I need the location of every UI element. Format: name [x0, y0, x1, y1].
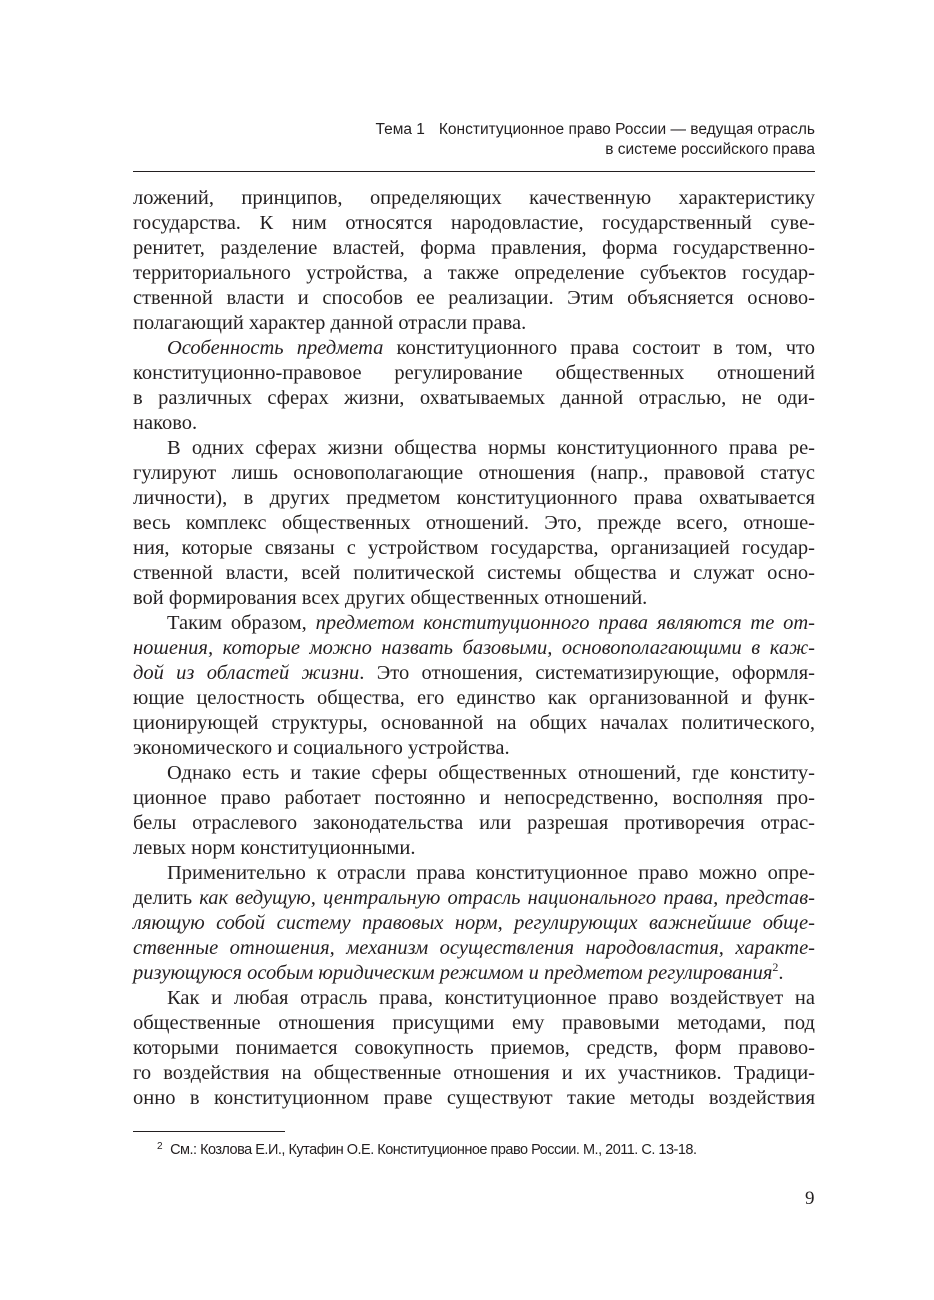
paragraph — [133, 611, 815, 761]
body-text — [133, 186, 815, 1111]
text-line — [133, 761, 815, 786]
text-segment: весь комплекс общественных отношений. Это, прежде всего, отноше- — [133, 512, 815, 534]
text-segment: полагающий характер данной отрасли права. — [133, 312, 527, 334]
text-line — [133, 536, 815, 561]
text-segment: территориального устройства, а также определение субъектов государ- — [133, 262, 815, 284]
text-line — [133, 486, 815, 511]
text-segment: Применительно к отрасли права конституционное право можно опре- — [167, 862, 815, 884]
text-segment: ложений, принципов, определяющих качественную характеристику — [133, 187, 815, 209]
text-segment: ционирующей структуры, основанной на общих началах политического, — [133, 712, 815, 734]
text-line — [133, 811, 815, 836]
header-title-line1: Конституционное право России — ведущая отрасль — [438, 121, 815, 138]
text-line — [133, 286, 815, 311]
italic-text: предметом конституционного права являются те от- — [315, 612, 815, 634]
page-number: 9 — [805, 1188, 815, 1209]
text-line — [133, 861, 815, 886]
running-header — [375, 120, 815, 160]
text-segment: личности), в других предметом конституционного права охватывается — [133, 487, 815, 509]
italic-text: Особенность предмета — [167, 337, 384, 359]
text-line — [133, 1036, 815, 1061]
paragraph — [133, 861, 815, 986]
text-line — [133, 1086, 815, 1111]
header-title-line2: в системе российского права — [605, 141, 815, 158]
text-line — [133, 211, 815, 236]
text-segment: делить — [133, 887, 200, 909]
text-segment: Таким образом, — [167, 612, 316, 634]
text-segment: наково. — [133, 412, 198, 434]
text-segment: в различных сферах жизни, охватываемых данной отраслью, не оди- — [133, 387, 815, 409]
text-line — [133, 886, 815, 911]
text-line — [133, 911, 815, 936]
paragraph — [133, 436, 815, 611]
text-line — [133, 661, 815, 686]
text-line — [133, 336, 815, 361]
text-segment: ренитет, разделение властей, форма правления, форма государственно- — [133, 237, 815, 259]
text-segment: Как и любая отрасль права, конституционное право воздействует на — [167, 987, 815, 1009]
text-line — [133, 636, 815, 661]
text-segment: конституционного права состоит в том, что — [383, 337, 815, 359]
text-segment: В одних сферах жизни общества нормы конституционного права ре- — [167, 437, 815, 459]
text-segment: вой формирования всех других общественных отношений. — [133, 587, 648, 609]
text-line — [133, 586, 815, 611]
text-segment: . Это отношения, систематизирующие, оформля- — [359, 662, 816, 684]
italic-text: как ведущую, центральную отрасль национального права, представ- — [199, 887, 815, 909]
text-segment: ственной власти и способов ее реализации. Этим объясняется осново- — [133, 287, 815, 309]
footnote-reference: 2 — [772, 960, 779, 974]
text-line — [133, 711, 815, 736]
text-line — [133, 686, 815, 711]
text-line — [133, 1011, 815, 1036]
italic-text: ношения, которые можно назвать базовыми, основополагающими в каж- — [133, 637, 815, 659]
paragraph — [133, 186, 815, 336]
text-line — [133, 736, 815, 761]
text-line — [133, 511, 815, 536]
text-line — [133, 186, 815, 211]
text-line — [133, 1061, 815, 1086]
text-segment: белы отраслевого законодательства или разрешая противоречия отрас- — [133, 812, 815, 834]
text-line — [133, 461, 815, 486]
text-line — [133, 411, 815, 436]
text-segment: . — [778, 962, 784, 984]
text-line — [133, 236, 815, 261]
text-line — [133, 986, 815, 1011]
text-line — [133, 311, 815, 336]
text-line — [133, 836, 815, 861]
text-segment: ственной власти, всей политической системы общества и служат осно- — [133, 562, 815, 584]
text-line — [133, 436, 815, 461]
text-line — [133, 961, 815, 986]
italic-text: ризующуюся особым юридическим режимом и предметом регулирования — [133, 962, 773, 984]
text-line — [133, 361, 815, 386]
text-segment: экономического и социального устройства. — [133, 737, 510, 759]
header-rule — [133, 171, 815, 172]
italic-text: ляющую собой систему правовых норм, регулирующих важнейшие обще- — [133, 912, 815, 934]
text-segment: которыми понимается совокупность приемов, средств, форм правово- — [133, 1037, 815, 1059]
text-segment: онно в конституционном праве существуют такие методы воздействия — [133, 1087, 815, 1109]
text-line — [133, 561, 815, 586]
text-segment: ющие целостность общества, его единство как организованной и функ- — [133, 687, 815, 709]
text-segment: общественные отношения присущими ему правовыми методами, под — [133, 1012, 815, 1034]
footnote-text: См.: Козлова Е.И., Кутафин О.Е. Конституционное право России. М., 2011. С. 13-18. — [170, 1142, 697, 1158]
footnote-number: 2 — [157, 1141, 163, 1152]
text-segment: государства. К ним относятся народовластие, государственный суве- — [133, 212, 815, 234]
footnote-rule — [133, 1131, 285, 1132]
text-line — [133, 936, 815, 961]
topic-number: Тема 1 — [375, 121, 425, 138]
text-line — [133, 261, 815, 286]
text-segment: левых норм конституционными. — [133, 837, 416, 859]
text-segment: гулируют лишь основополагающие отношения (напр., правовой статус — [133, 462, 815, 484]
paragraph — [133, 761, 815, 861]
text-line — [133, 786, 815, 811]
text-line — [133, 611, 815, 636]
text-line — [133, 386, 815, 411]
text-segment: го воздействия на общественные отношения и их участников. Традици- — [133, 1062, 815, 1084]
text-segment: ционное право работает постоянно и непосредственно, восполняя про- — [133, 787, 815, 809]
footnote — [157, 1141, 697, 1158]
paragraph — [133, 336, 815, 436]
italic-text: ственные отношения, механизм осуществления народовластия, характе- — [133, 937, 815, 959]
text-segment: Однако есть и такие сферы общественных отношений, где конститу- — [167, 762, 815, 784]
text-segment: ния, которые связаны с устройством государства, организацией государ- — [133, 537, 815, 559]
paragraph — [133, 986, 815, 1111]
italic-text: дой из областей жизни — [133, 662, 360, 684]
text-segment: конституционно-правовое регулирование общественных отношений — [133, 362, 815, 384]
